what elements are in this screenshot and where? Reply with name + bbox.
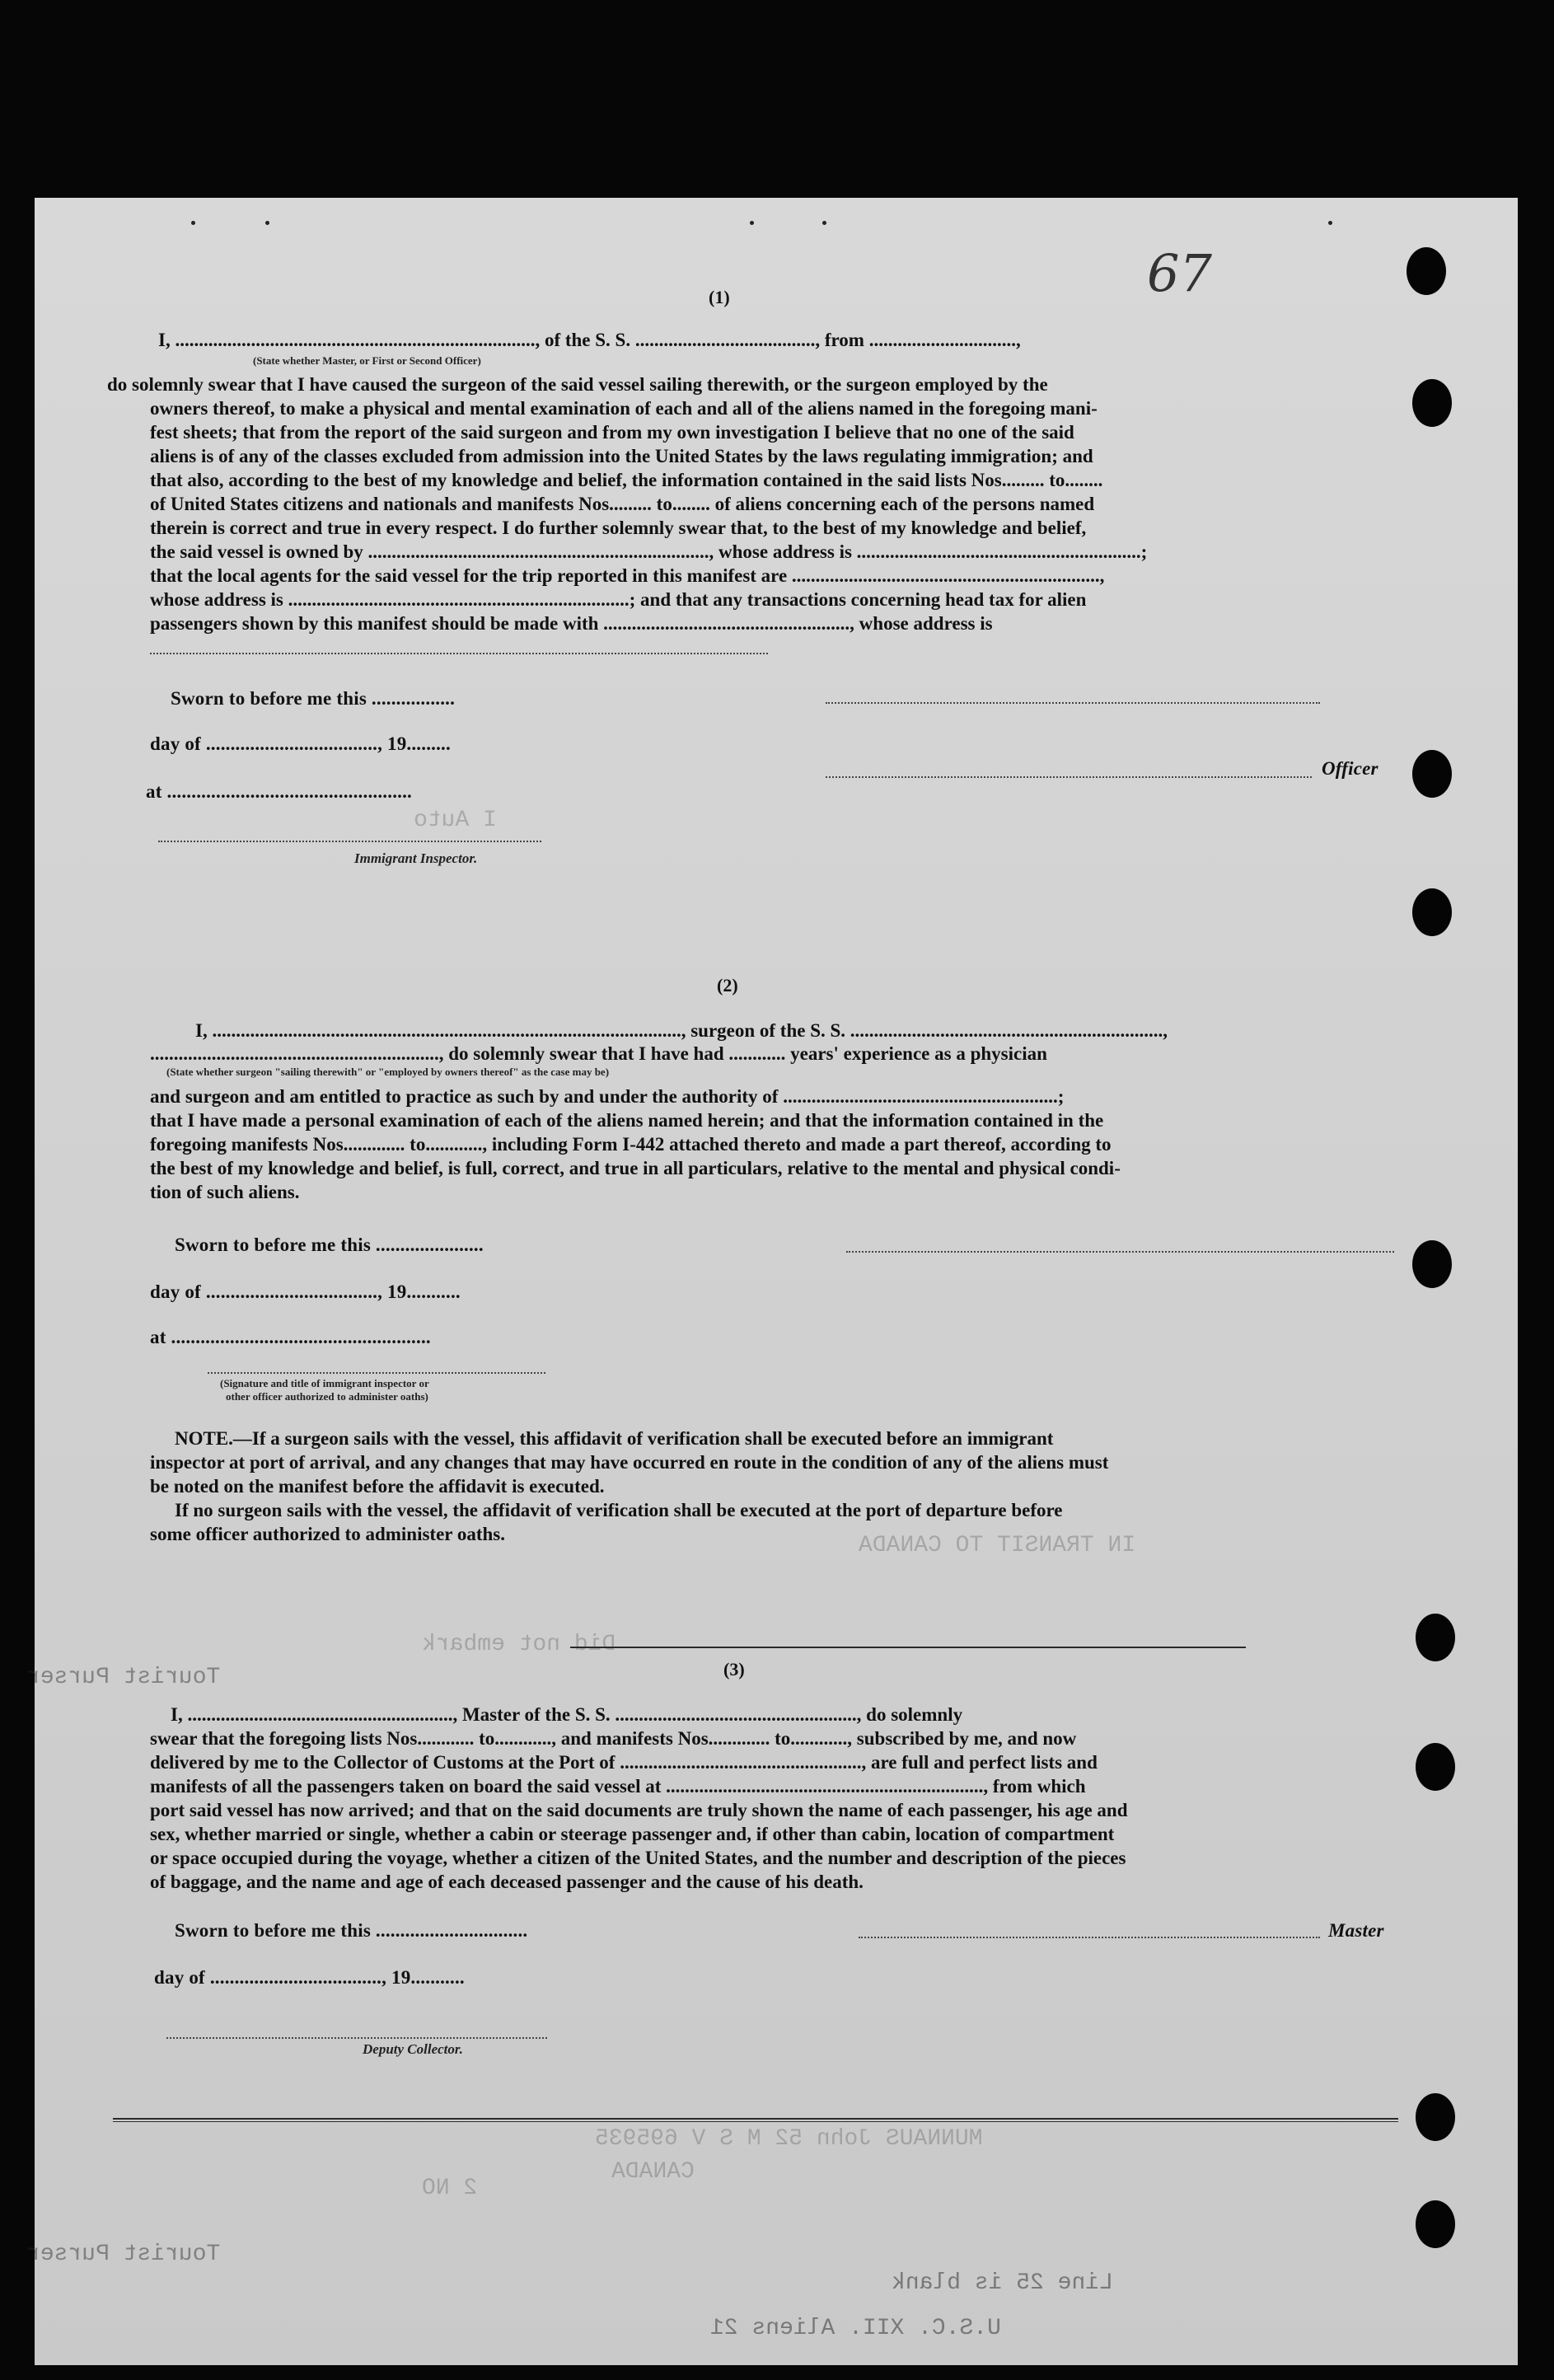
surgeon-caption: (State whether surgeon "sailing therewith" or "employed by owners thereof" as the case may be) [166,1066,610,1078]
bleed-through-text: CANADA [611,2159,695,2185]
section-3-heading: (3) [723,1659,745,1680]
day-line-1: day of ..................................., 19......... [150,733,451,754]
bleed-through-text: Did not embark [422,1632,616,1657]
sworn-line-2: Sworn to before me this ...................... [175,1235,484,1255]
manifest-page: IN TRANSIT TO CANADA MUNNAUS John 52 M S V 695935 CANADA 2 NO Did not embark I Auto Tourist Purser Tourist Purser Line 25 is blank U.S.C. XII. Aliens 21 67 (1) I, ............................................................................, of the S. S. ......................................, from ..............................., (State whether Master, or First or Second Officer) do solemnly swear that I have caused the surgeon of the said vessel sailing therewith, or the surgeon employed by the owners thereof, to make a physical and mental examination of each and all of the aliens named in the foregoing mani- fest sheets; that from the report of the said surgeon and from my own investigation I believe that no one of the said aliens is of any of the classes excluded from admission into the United States by the laws regulating immigration; and that also, according to the best of my knowledge and belief, the information contained in the said lists Nos......... to........ of United States citizens and nationals and manifests Nos......... to........ of aliens concerning each of the persons named therein is correct and true in every respect. I do further solemnly swear that, to the best of my knowledge and belief, the said vessel is owned by ........................................................................, whose address is ............................................................; that the local agents for the said vessel for the trip reported in this manifest are ................................................................., whose address is ........................................................................; and that any transactions concerning head tax for alien passengers shown by this manifest should be made with ...................................................., whose address is Sworn to before me this ................. day of ..................................., 19......... Officer at .................................................. Immigrant Inspector. (2) I, ..................................................................................................., surgeon of the S. S. .................................................................., ............................................................., do solemnly swear that I have had ............ years' experience as a physician (State whether surgeon "sailing therewith" or "employed by owners thereof" as the case may be) and surgeon and am entitled to practice as such by and under the authority of ..........................................................; that I have made a personal examination of each of the aliens named herein; and that the information contained in the foregoing manifests Nos............. to............, including Form I-442 attached thereto and made a part thereof, according to the best of my knowledge and belief, is full, correct, and true in all particulars, relative to the mental and physical condi- tion of such aliens. Sworn to before me this ...................... day of ..................................., 19........... at ..................................................... (Signature and title of immigrant inspector or other officer authorized to administer oaths) NOTE.—If a surgeon sails with the vessel, this affidavit of verification shall be executed before an immigrant inspector at port of arrival, and any changes that may have occurred en route in the condition of any of the aliens must be noted on the manifest before the affidavit is executed. If no surgeon sails with the vessel, the affidavit of verification shall be executed at the port of departure before some officer authorized to administer oaths. (3) I, ........................................................, Master of the S. S. ..................................................., do solemnly swear that the foregoing lists Nos............ to............, and manifests Nos............. to............, subscribed by me, and now delivered by me to the Collector of Customs at the Port of ..................................................., are full and perfect lists and manifests of all the passengers taken on board the said vessel at ..................................................................., from which port said vessel has now arrived; and that on the said documents are truly shown the name of each passenger, his age and sex, whether married or single, whether a cabin or steerage passenger and, if other than cabin, location of compartment or space occupied during the voyage, whether a citizen of the United States, and the number and description of the pieces of baggage, and the name and age of each deceased passenger and the cause of his death. Sworn to before me this ............................... Master day of ..................................., 19........... Deputy Collector. [35,198,1518,2365]
punch-hole [1416,2200,1455,2248]
sworn-line-1: Sworn to before me this ................. [171,688,456,709]
surgeon-oath-line-2: ............................................................., do solemnly swear that I have had ............ years' experience as a physician [150,1043,1047,1064]
bleed-through-text: 2 NO [422,2176,478,2201]
bleed-through-text: U.S.C. XII. Aliens 21 [710,2316,1001,2341]
bleed-through-text: MUNNAUS John 52 M S V 695935 [595,2126,983,2152]
day-line-3: day of ..................................., 19........... [154,1967,465,1988]
surgeon-oath-line-1: I, ..................................................................................................., surgeon of the S. S. .................................................................., [195,1020,1168,1041]
bleed-through-text: Tourist Purser [26,1665,221,1690]
deputy-collector-label: Deputy Collector. [363,2041,463,2057]
punch-hole [1412,750,1452,798]
master-label: Master [1328,1920,1384,1941]
handwritten-page-number: 67 [1147,243,1212,303]
at-line-2: at ..................................................... [150,1327,431,1347]
punch-hole [1412,888,1452,936]
punch-hole [1416,2093,1455,2141]
rank-caption: (State whether Master, or First or Second Officer) [253,354,481,367]
punch-hole [1416,1743,1455,1791]
bleed-through-text: I Auto [414,808,497,833]
signature-caption-1: (Signature and title of immigrant inspector or [220,1377,429,1389]
bleed-through-text: IN TRANSIT TO CANADA [859,1533,1136,1558]
section-2-heading: (2) [717,975,738,996]
section-1-oath-line: I, ............................................................................, of the S. S. ......................................, from ..............................., [158,330,1021,350]
day-line-2: day of ..................................., 19........... [150,1281,461,1302]
officer-label: Officer [1322,758,1378,779]
at-line-1: at .................................................. [146,781,413,802]
punch-hole [1416,1614,1455,1661]
signature-caption-2: other officer authorized to administer oaths) [226,1390,428,1403]
section-1-heading: (1) [709,287,730,307]
sworn-line-3: Sworn to before me this ............................... [175,1920,528,1941]
bleed-through-text: Line 25 is blank [892,2270,1113,2296]
punch-hole [1412,1240,1452,1288]
punch-hole [1412,379,1452,427]
immigrant-inspector-label: Immigrant Inspector. [354,850,478,866]
bleed-through-text: Tourist Purser [26,2242,221,2267]
punch-hole [1407,247,1446,295]
